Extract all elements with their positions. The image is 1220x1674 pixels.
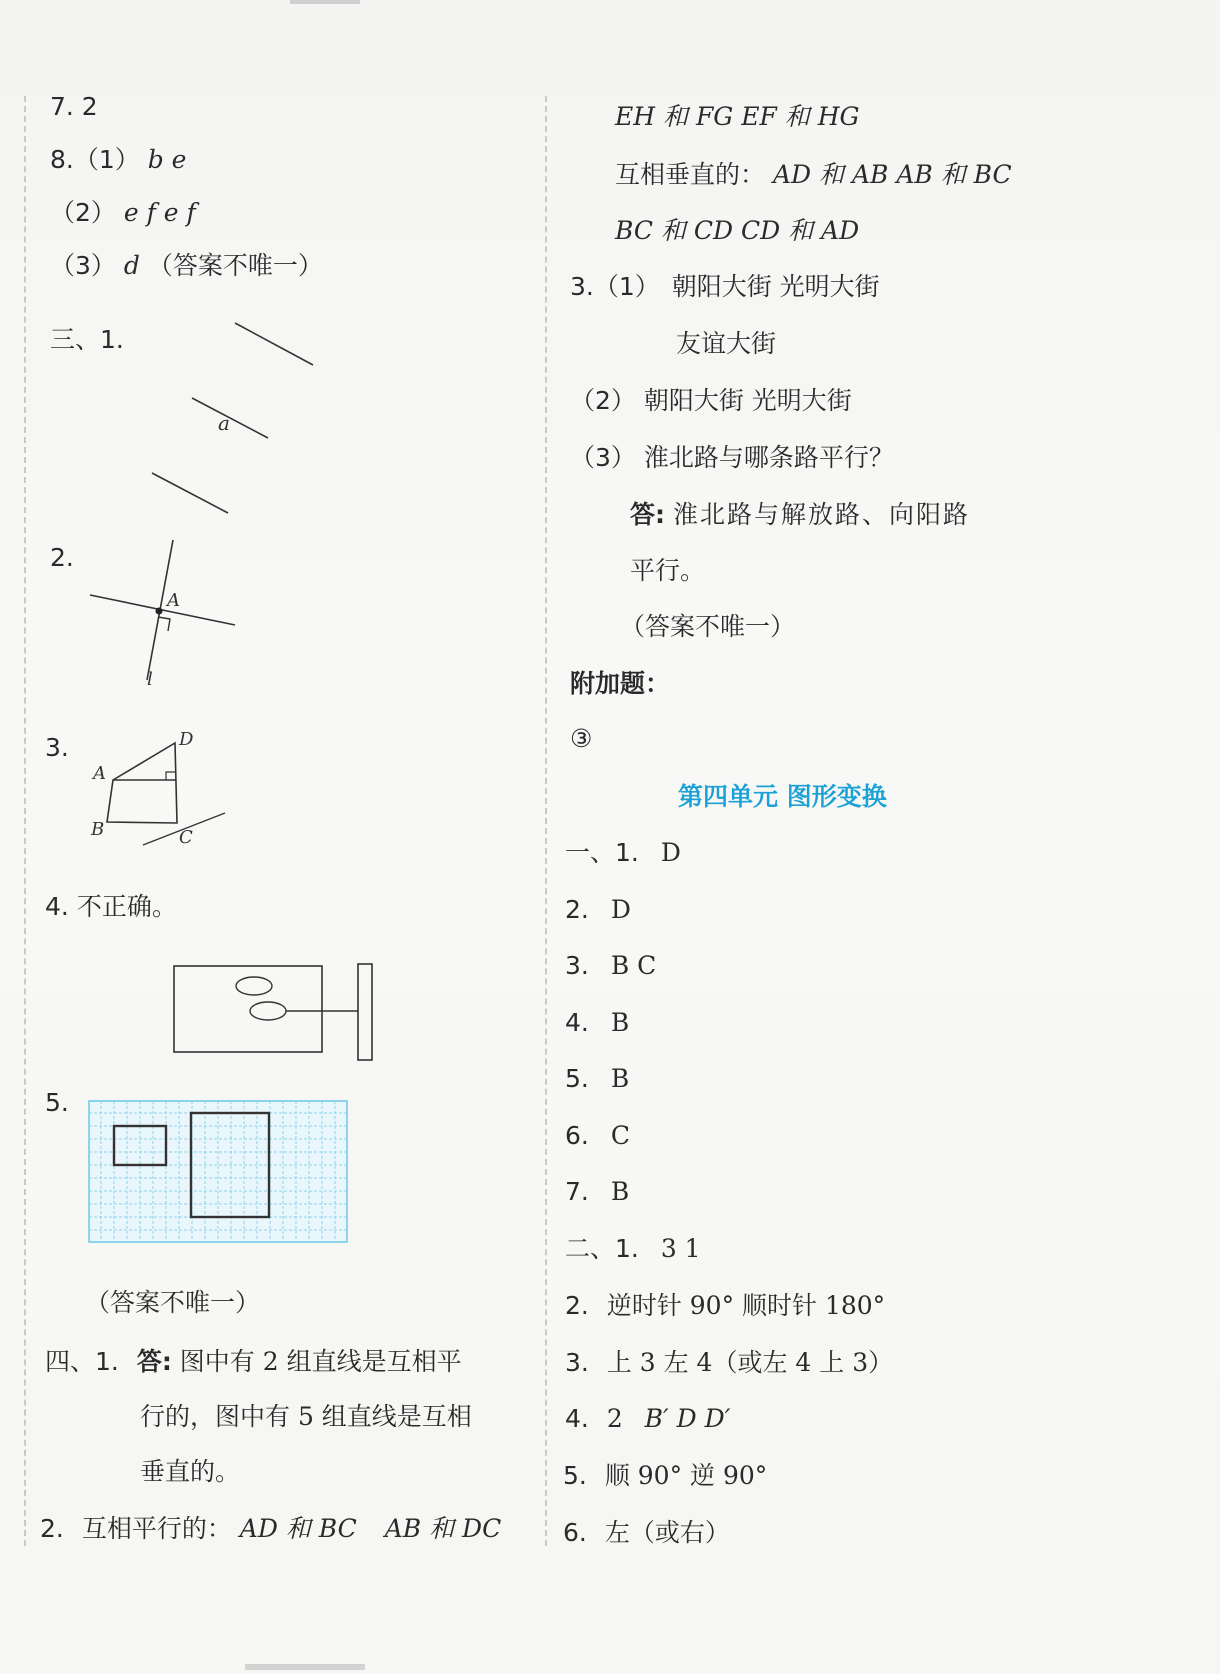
section-3-q4-num: 4. [45,892,69,921]
answer-3-3-num: （3） [570,443,636,472]
unit4-1-4-num: 4. [565,1008,589,1037]
unit4-2-3-num: 3. [565,1348,589,1377]
answer-8-3-num: （3） [50,251,116,280]
vertex-a: A [93,763,106,784]
section-4-q2-pair1: AD 和 BC [239,1514,357,1543]
trapezoid-figure [85,725,235,855]
answer-3-3 [570,443,894,473]
answer-8-2-num: （2） [50,198,116,227]
perpendicular-label: 互相垂直的： [615,160,766,189]
ellipse-2 [250,1002,286,1020]
section-3-q5-note: （答案不唯一） [85,1288,261,1317]
unit4-1-7-num: 7. [565,1177,589,1206]
vertex-d: D [179,729,194,750]
top-tab [290,0,360,4]
answer-3-1-cont: 友谊大街 [676,329,777,358]
line-1 [235,323,313,365]
unit4-1-1-answer: D [660,838,681,867]
answer-3-3-reply-cont: 平行。 [630,556,706,585]
section-3-q4-text: 不正确。 [76,892,177,921]
answer-8-1-vars: b e [147,145,187,174]
section-4-q2-label: 互相平行的： [81,1514,232,1543]
point-a [156,608,163,615]
section-3-q2: 2. [50,543,74,572]
unit4-1-5-answer: B [610,1064,630,1093]
answer-8-3 [50,251,323,281]
ellipse-1 [236,977,272,995]
unit4-2-3 [565,1348,893,1378]
trapezoid [107,743,177,823]
section-4-q1-line1: 图中有 2 组直线是互相平 [179,1347,462,1376]
line-l-label: l [147,669,153,690]
unit4-2-6-answer: 左（或右） [604,1518,730,1547]
section-4-q2 [40,1514,501,1544]
unit4-2-6-num: 6. [563,1518,587,1547]
section-4-q1-line3: 垂直的。 [140,1457,241,1486]
unit4-1-5 [565,1064,629,1094]
answer-3-2-text: 朝阳大街 光明大街 [643,386,852,415]
answer-3-1-text: 朝阳大街 光明大街 [671,272,880,301]
section-4-q1-line2: 行的，图中有 5 组直线是互相 [140,1402,472,1431]
unit4-2-1-answer: 3 1 [660,1234,701,1263]
unit4-1-6 [565,1121,630,1151]
answer-8-1-num: 8.（1） [50,145,140,174]
unit4-1-7-answer: B [610,1177,630,1206]
unit4-2-4 [565,1404,730,1434]
column-divider [545,96,547,1546]
section-3-q3: 3. [45,733,69,762]
unit4-2-2-answer: 逆时针 90° 顺时针 180° [606,1291,886,1320]
unit4-2-4-answer-vars: B′ D D′ [644,1404,731,1433]
answer-3-3-reply [630,500,970,530]
unit4-1-3-answer: B C [610,951,657,980]
line-3 [152,473,228,513]
unit4-2-5-answer: 顺 90° 逆 90° [604,1461,768,1490]
unit4-1-3 [565,951,656,981]
line-a [192,398,268,438]
unit4-2-3-answer: 上 3 左 4（或左 4 上 3） [606,1348,894,1377]
answer-3-1 [570,272,880,302]
unit4-1-6-answer: C [610,1121,630,1150]
answer-3-3-reply-text: 淮北路与解放路、向阳路 [672,500,970,529]
answer-3-2-num: （2） [570,386,636,415]
height-right-angle [166,772,176,780]
bonus-answer: ③ [570,724,593,753]
right-angle-mark [158,617,170,631]
section-4-q2-num: 2. [40,1514,64,1543]
answer-3-3-note: （答案不唯一） [620,612,796,641]
answer-8-2-vars: e f e f [123,198,196,227]
answer-3-3-text: 淮北路与哪条路平行？ [643,443,894,472]
unit4-2-4-num: 4. [565,1404,589,1433]
unit4-2-2 [565,1291,885,1321]
perpendicular-pairs-2: BC 和 CD CD 和 AD [615,216,860,245]
answer-8-3-var: d [123,251,140,280]
bonus-title: 附加题： [570,669,671,698]
unit4-1-5-num: 5. [565,1064,589,1093]
answer-3-3-answer-label: 答: [630,500,665,529]
parallel-lines-figure [130,318,330,518]
window-figure [170,958,390,1068]
unit4-1-1-num: 一、1. [565,838,639,867]
answer-3-1-num: 3.（1） [570,272,660,301]
unit4-2-5-num: 5. [563,1461,587,1490]
section-3-q1: 三、1. [50,325,124,354]
section-4-q1-num: 四、1. [45,1347,119,1376]
unit4-1-2 [565,895,631,925]
unit4-1-2-num: 2. [565,895,589,924]
unit4-1-4 [565,1008,629,1038]
answer-8-2 [50,198,196,228]
left-margin-line [24,96,26,1546]
unit4-1-4-answer: B [610,1008,630,1037]
outer-rect [174,966,322,1052]
unit-title: 第四单元 图形变换 [678,782,887,811]
answer-8-1 [50,145,186,175]
unit4-2-1-num: 二、1. [565,1234,639,1263]
perpendicular-pairs [615,160,1012,190]
unit4-2-4-answer-pre: 2 [606,1404,623,1433]
perpendicular-pairs-1: AD 和 AB AB 和 BC [772,160,1012,189]
unit4-2-6 [563,1518,730,1548]
answer-3-2 [570,386,852,416]
unit4-1-1 [565,838,681,868]
answer-7: 7. 2 [50,92,98,121]
bottom-tab [245,1664,365,1670]
vertex-b: B [91,819,105,840]
unit4-1-7 [565,1177,629,1207]
unit4-1-3-num: 3. [565,951,589,980]
section-4-q1-answer-label: 答: [136,1347,172,1376]
side-bar [358,964,372,1060]
section-3-q4 [45,892,177,922]
unit4-2-2-num: 2. [565,1291,589,1320]
parallel-pairs-cont: EH 和 FG EF 和 HG [615,102,860,131]
unit4-1-6-num: 6. [565,1121,589,1150]
vertex-c: C [179,827,193,848]
section-3-q5: 5. [45,1088,69,1117]
point-a-label: A [167,590,180,611]
section-4-q1 [45,1347,462,1377]
unit4-2-5 [563,1461,767,1491]
section-4-q2-pair2: AB 和 DC [384,1514,502,1543]
grid-figure [88,1100,348,1245]
perpendicular-figure [85,535,245,695]
line-a-label: a [218,411,230,435]
unit4-2-1 [565,1234,701,1264]
answer-8-3-note: （答案不唯一） [147,251,323,280]
unit4-1-2-answer: D [610,895,631,924]
